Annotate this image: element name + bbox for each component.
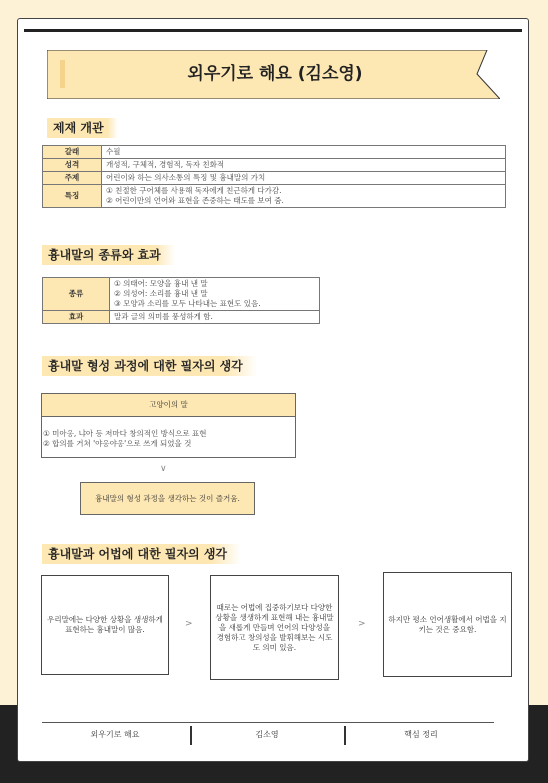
chevron-down-icon: ∨ [160, 464, 167, 474]
flow-box-3: 하지만 평소 언어생활에서 어법을 지키는 것은 중요함. [383, 572, 512, 677]
row-label: 특징 [43, 185, 102, 208]
process-conclusion: 흉내말의 형성 과정을 생각하는 것이 즐거움. [80, 482, 255, 515]
types-table [42, 277, 320, 324]
section-title-overview: 제재 개관 [47, 118, 118, 138]
flow-box-2: 때로는 어법에 집중하기보다 다양한 상황을 생생하게 표현해 내는 흉내말을 새롭게 만들며 언어의 다양성을 경험하고 창의성을 발휘해보는 시도도 의미 있음. [210, 575, 339, 680]
row-label: 효과 [43, 311, 110, 324]
overview-table [42, 145, 506, 208]
chevron-right-icon: > [185, 619, 193, 629]
row-value [110, 278, 320, 311]
footer-divider [344, 726, 346, 745]
kind-line-1: ① 의태어: 모양을 흉내 낸 말 [114, 279, 208, 288]
row-label: 주제 [43, 172, 102, 185]
table-row [43, 159, 506, 172]
row-value: 수필 [102, 146, 506, 159]
row-value: 어린이와 하는 의사소통의 특징 및 흉내말의 가치 [102, 172, 506, 185]
footer-author: 김소영 [255, 730, 279, 739]
title-accent-bar [60, 60, 65, 88]
row-label: 종류 [43, 278, 110, 311]
process-line-2: ② 합의를 거쳐 '야옹야옹'으로 쓰게 되었을 것 [43, 439, 192, 448]
footer-rule [42, 722, 494, 723]
feature-line-2: ② 어린이만의 언어와 표현을 존중하는 태도를 보여 줌. [106, 196, 284, 205]
top-rule [24, 29, 522, 32]
row-value: 말과 글의 의미를 풍성하게 함. [110, 311, 320, 324]
process-box [41, 416, 296, 458]
process-line-1: ① 미아옹, 냐아 등 저마다 창의적인 방식으로 표현 [43, 429, 207, 438]
chevron-right-icon: > [358, 619, 366, 629]
table-row [43, 185, 506, 208]
flow-box-1: 우리말에는 다양한 상황을 생생하게 표현하는 흉내말이 많음. [41, 575, 169, 675]
table-row [43, 311, 320, 324]
footer-section: 핵심 정리 [404, 730, 438, 739]
section-title-types: 흉내말의 종류와 효과 [42, 245, 175, 265]
row-value: 개성적, 구체적, 경험적, 독자 친화적 [102, 159, 506, 172]
footer-title: 외우기로 해요 [90, 730, 140, 739]
table-row [43, 278, 320, 311]
section-title-process: 흉내말 형성 과정에 대한 필자의 생각 [42, 356, 257, 376]
row-value [102, 185, 506, 208]
row-label: 갈래 [43, 146, 102, 159]
table-row [43, 172, 506, 185]
page-title: 외우기로 해요 (김소영) [187, 64, 363, 84]
kind-line-2: ② 의성어: 소리를 흉내 낸 말 [114, 289, 208, 298]
footer-divider [190, 726, 192, 745]
table-row [43, 146, 506, 159]
row-label: 성격 [43, 159, 102, 172]
kind-line-3: ③ 모양과 소리를 모두 나타내는 표현도 있음. [114, 299, 261, 308]
feature-line-1: ① 친절한 구어체를 사용해 독자에게 친근하게 다가감. [106, 186, 282, 195]
section-title-grammar: 흉내말과 어법에 대한 필자의 생각 [42, 544, 241, 564]
process-box-head: 고양이의 말 [41, 393, 296, 417]
